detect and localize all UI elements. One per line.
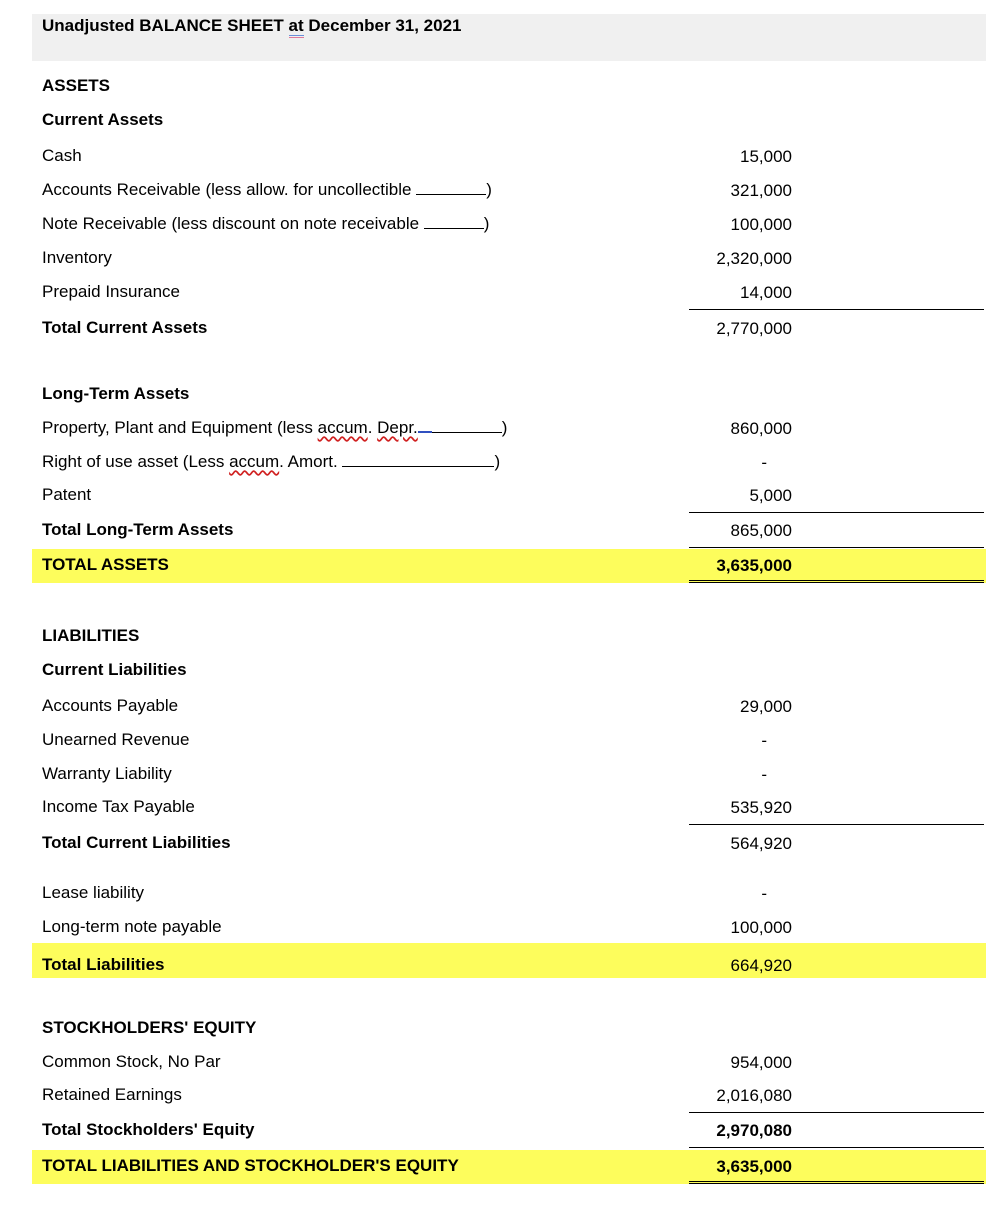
inventory-row (32, 242, 986, 276)
patent-label: Patent (42, 485, 92, 504)
prepaid-row (32, 276, 986, 310)
lease-value: - (761, 884, 767, 903)
itp-value: 535,920 (730, 798, 792, 817)
ppe-value: 860,000 (730, 419, 792, 438)
warranty-label: Warranty Liability (42, 764, 172, 783)
assets-heading: ASSETS (42, 76, 111, 95)
rou-label: Right of use asset (Less accum. Amort. ) (42, 452, 501, 471)
ar-label: Accounts Receivable (less allow. for uncollectible ) (42, 180, 492, 199)
total-assets-label: TOTAL ASSETS (42, 555, 169, 574)
itp-label: Income Tax Payable (42, 797, 195, 816)
title-bar (32, 14, 986, 61)
grand-total-label: TOTAL LIABILITIES AND STOCKHOLDER'S EQUITY (42, 1156, 459, 1175)
total-equity-row (32, 1114, 986, 1148)
nr-row (32, 208, 986, 242)
prepaid-label: Prepaid Insurance (42, 282, 180, 301)
total-liabilities-label: Total Liabilities (42, 955, 165, 974)
rou-value: - (761, 453, 767, 472)
inventory-label: Inventory (42, 248, 112, 267)
ar-row (32, 174, 986, 208)
ltnp-row (32, 911, 986, 945)
total-equity-value: 2,970,080 (716, 1121, 792, 1140)
lt-assets-heading-row (32, 378, 986, 412)
lt-assets-heading: Long-Term Assets (42, 384, 190, 403)
itp-row (32, 791, 986, 825)
nr-label: Note Receivable (less discount on note receivable ) (42, 214, 490, 233)
cs-label: Common Stock, No Par (42, 1052, 221, 1071)
total-current-liabilities-value: 564,920 (730, 834, 792, 853)
grand-total-row (32, 1150, 986, 1184)
ar-value: 321,000 (730, 181, 792, 200)
current-liabilities-heading: Current Liabilities (42, 660, 187, 679)
equity-heading-row (32, 1012, 986, 1046)
cs-value: 954,000 (730, 1053, 792, 1072)
liabilities-heading-row (32, 620, 986, 654)
ppe-label: Property, Plant and Equipment (less accum. Depr. ) (42, 418, 508, 437)
ltnp-value: 100,000 (730, 918, 792, 937)
total-current-assets-row (32, 312, 986, 346)
ltnp-label: Long-term note payable (42, 917, 222, 936)
patent-row (32, 479, 986, 513)
ap-row (32, 690, 986, 724)
assets-heading-row (32, 70, 986, 104)
equity-heading: STOCKHOLDERS' EQUITY (42, 1018, 257, 1037)
cash-label: Cash (42, 146, 82, 165)
lease-label: Lease liability (42, 883, 145, 902)
total-liabilities-row (32, 943, 986, 978)
total-current-liabilities-row (32, 827, 986, 861)
ap-value: 29,000 (740, 697, 792, 716)
title-at: at (288, 16, 304, 35)
re-row (32, 1079, 986, 1113)
nr-value: 100,000 (730, 215, 792, 234)
unearned-value: - (761, 731, 767, 750)
total-assets-row (32, 549, 986, 583)
current-assets-heading: Current Assets (42, 110, 164, 129)
page-title: Unadjusted BALANCE SHEET at December 31, 2021 (42, 16, 462, 35)
cs-row (32, 1046, 986, 1080)
total-current-assets-value: 2,770,000 (716, 319, 792, 338)
total-lt-assets-value: 865,000 (730, 521, 792, 540)
grand-total-value: 3,635,000 (716, 1157, 792, 1176)
current-assets-heading-row (32, 104, 986, 138)
total-assets-value: 3,635,000 (716, 556, 792, 575)
unearned-row (32, 724, 986, 758)
re-value: 2,016,080 (716, 1086, 792, 1105)
re-label: Retained Earnings (42, 1085, 182, 1104)
ppe-row (32, 412, 986, 446)
total-lt-assets-label: Total Long-Term Assets (42, 520, 234, 539)
ap-label: Accounts Payable (42, 696, 179, 715)
cash-row (32, 140, 986, 174)
total-current-liabilities-label: Total Current Liabilities (42, 833, 231, 852)
prepaid-value: 14,000 (740, 283, 792, 302)
unearned-label: Unearned Revenue (42, 730, 190, 749)
total-equity-label: Total Stockholders' Equity (42, 1120, 255, 1139)
total-liabilities-value: 664,920 (730, 956, 792, 975)
lease-row (32, 877, 986, 911)
total-current-assets-label: Total Current Assets (42, 318, 208, 337)
cash-value: 15,000 (740, 147, 792, 166)
patent-value: 5,000 (749, 486, 792, 505)
warranty-row (32, 758, 986, 792)
current-liabilities-heading-row (32, 654, 986, 688)
rou-row (32, 446, 986, 480)
warranty-value: - (761, 765, 767, 784)
total-lt-assets-row (32, 514, 986, 548)
liabilities-heading: LIABILITIES (42, 626, 140, 645)
inventory-value: 2,320,000 (716, 249, 792, 268)
